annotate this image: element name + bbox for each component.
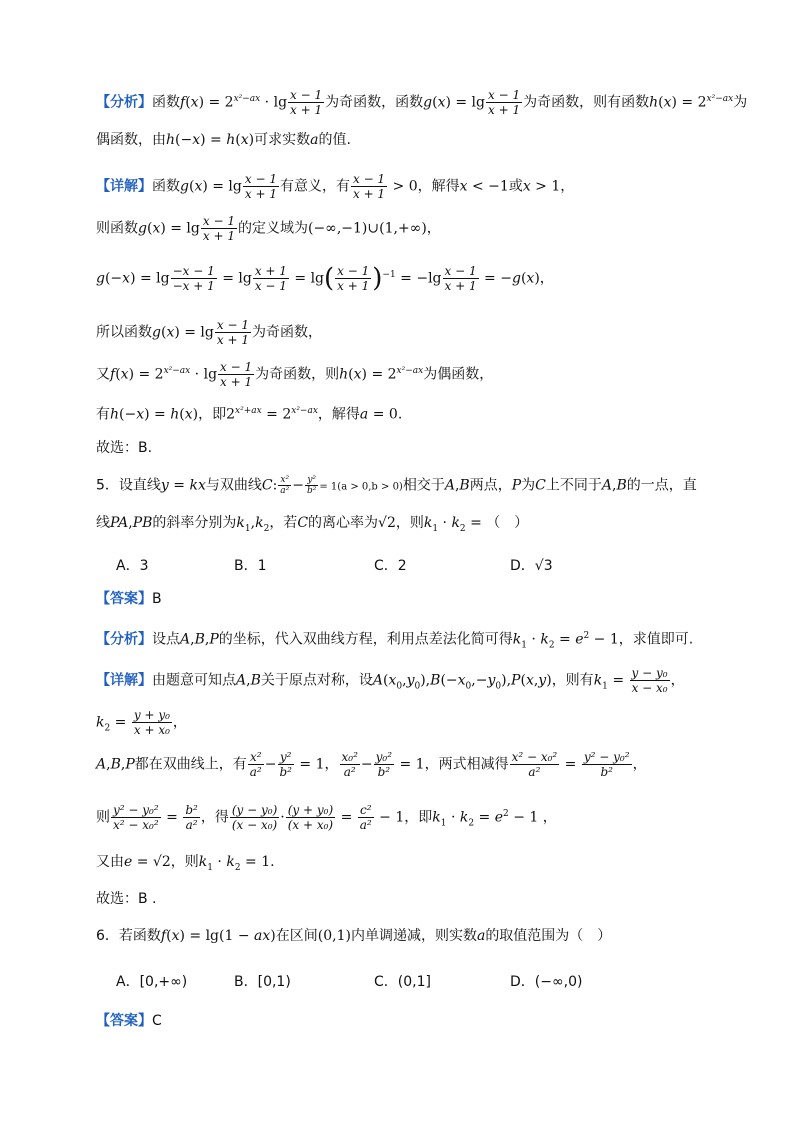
text: ， [560,178,575,195]
q4-odd-line: 所以函数g(x) = lg $\frac{x - 1}{x + 1}$ 为奇函数， [96,318,322,347]
q6-option-b: B．[0,1) [234,974,291,990]
text: ，求值即可. [618,631,694,648]
q6-option-d: D．(−∞,0) [510,974,583,990]
analysis-tag: 【分析】 [96,631,152,648]
q5-then-line: 则 $\frac{\text{y² − y₀²}}{\text{x² − x₀²}}$ = $\frac{\text{b²}}{\text{a²}}$ ，得 $\frac{\text{(y − y₀)}}{\text{(x − x₀)}}$ · $\frac{\text{(y + y₀)}}{\text{(x + x₀)}}$ = $\frac{\text{c²}}{\text{a²}}$ − 1，即$k_1 \cdot k_2 = e^2 - 1$ ， [96,803,557,832]
q5-option-b: B．1 [234,558,267,574]
answer-tag: 【答案】 [96,591,152,607]
q4-odd-derivation: g(−x) = lg $\frac{-x - 1}{-x + 1}$ = lg $\frac{x + 1}{x - 1}$ = lg( $\frac{x - 1}{x + 1}$ )$^{-1}$ = −lg $\frac{x - 1}{x + 1}$ = −g(x)， [96,263,554,294]
text: 的坐标，代入双曲线方程，利用点差法化简可得 [218,631,513,648]
text: 关于原点对称，设 [260,672,373,689]
text: 内单调递减，则实数 [350,928,477,944]
text: 所以函数 [96,324,152,341]
q4-analysis-line2: 偶函数，由h(−x) = h(x)可求实数a的值. [96,132,351,148]
text: ，得 [200,809,229,826]
text: ，解得 [317,406,360,423]
q5-detail-line2: $k_2$ = $\frac{\text{y + y₀}}{\text{x + x₀}}$ ， [96,708,187,737]
text: ，即 [198,406,227,423]
text: （ ） [486,515,529,531]
text: ，即 [404,809,433,826]
q5-onhyp-line: A,B,P都在双曲线上，有 $\frac{\text{x²}}{\text{a²}}$ − $\frac{\text{y²}}{\text{b²}}$ = 1， $\frac{\text{x₀²}}{\text{a²}}$ − $\frac{\text{y₀²}}{\text{b²}}$ = 1，两式相减得 $\frac{\text{x² − x₀²}}{\text{a²}}$ = $\frac{\text{y² − y₀²}}{\text{b²}}$ ， [96,750,647,779]
text: 与双曲线 [205,477,262,494]
text: 为奇函数， [251,324,322,341]
text: 的值. [318,132,351,148]
text: 的取值范围为（ ） [485,928,612,944]
q6-option-c: C．(0,1] [374,974,431,990]
text: 函数 [152,94,180,111]
text: 又 [96,366,110,383]
text: 两点， [469,477,512,494]
text: 有 [96,406,110,423]
detail-tag: 【详解】 [96,178,152,195]
text: ， [426,220,441,237]
text: ，两式相减得 [424,756,509,773]
text: 在区间 [275,928,318,944]
text: ，则 [395,515,424,531]
text: 设点 [152,631,180,648]
q4-have-line: 有h(−x) = h(x)，即$2^{x^2+ax} = 2^{x^2-ax}$，解得a = 0. [96,406,403,423]
q6-option-a: A．[0,+∞) [116,974,188,990]
q6-answer: C [152,1013,162,1029]
q5-also-line: 又由e = √2，则$k_1 \cdot k_2 = 1$. [96,854,275,873]
q5-answer-line [96,590,734,608]
text: 则函数 [96,220,138,237]
text: 上不同于 [545,477,602,494]
q5-analysis-line: 【分析】设点A,B,P的坐标，代入双曲线方程，利用点差法化简可得$k_1 \cdot k_2 = e^2 - 1$，求值即可. [96,631,694,651]
text: 偶函数，由 [96,132,166,148]
text: 相交于 [402,477,445,494]
text: 的斜率分别为 [152,515,237,531]
text: 线 [96,515,110,531]
q4-analysis-line1: 【分析】函数$f(x) = 2^{x^2-ax} \cdot \lg$ $\frac{x - 1}{x + 1}$ 为奇函数，函数g(x) = lg $\frac{x - 1}{x + 1}$ 为奇函数，则有函数$h(x) = 2^{x^2-ax}$为 [96,88,748,117]
q5-answer: B [152,591,162,607]
q5-stem-line1: 5．设直线y = kx与双曲线C: $\frac{\text{x²}}{\text{a²}}$ − $\frac{\text{y²}}{\text{b²}}$ = 1(a > 0,b > 0)相交于A,B两点，P为C上不同于A,B的一点，直 [96,475,697,496]
text: 则 [96,809,110,826]
text: 为奇函数，函数 [325,94,424,111]
q5-stem-line2: 线PA,PB的斜率分别为$k_1,k_2$，若C的离心率为√2，则$k_1 \cdot k_2$ = （ ） [96,515,529,534]
q4-domain-line: 则函数g(x) = lg $\frac{x - 1}{x + 1}$ 的定义域为(−∞,−1)∪(1,+∞)， [96,214,441,243]
text: 5．设直线 [96,477,161,494]
q5-detail-line1: 【详解】由题意可知点A,B关于原点对称，设$A(x_0,y_0),B(-x_0,-y_0),P(x,y)$，则有$k_1$ = $\frac{\text{y − y₀}}{\text{x − x₀}}$ ， [96,666,685,695]
text: 有意义，有 [279,178,350,195]
q4-detail-line1: 【详解】函数g(x) = lg $\frac{x - 1}{x + 1}$ 有意义，有 $\frac{x - 1}{x + 1}$ > 0，解得x < −1或x > 1， [96,172,575,201]
text: 为 [521,477,536,494]
text: 或 [508,178,523,195]
text: 的离心率为 [308,515,379,531]
text: 为奇函数，则 [255,366,340,383]
q4-also-line: 又$f(x) = 2^{x^2-ax} \cdot \lg$ $\frac{x - 1}{x + 1}$ 为奇函数，则$h(x) = 2^{x^2-ax}$为偶函数， [96,360,494,389]
text: 的一点，直 [626,477,697,494]
text: 6．若函数 [96,928,161,944]
text: 函数 [152,178,180,195]
q6-answer-line [96,1012,734,1030]
text: ，则有 [551,672,594,689]
text: 都在双曲线上，有 [134,756,247,773]
text: 为 [733,94,748,111]
q5-choose: 故选：B . [96,891,157,907]
q5-option-a: A．3 [116,558,149,574]
analysis-tag: 【分析】 [96,94,152,111]
text: 的定义域为 [237,220,308,237]
text: ，若 [269,515,298,531]
text: ，则 [170,854,199,870]
text: 为偶函数， [423,366,494,383]
q6-stem-line: 6．若函数f(x) = lg(1 − ax)在区间(0,1)内单调递减，则实数a的取值范围为（ ） [96,928,612,944]
q5-option-d: D．√3 [510,558,553,574]
text: ，解得 [417,178,460,195]
text: 可求实数 [254,132,311,148]
text: 为奇函数，则有函数 [523,94,650,111]
answer-tag: 【答案】 [96,1013,152,1029]
detail-tag: 【详解】 [96,672,152,689]
q4-choose: 故选：B. [96,440,153,456]
text: 由题意可知点 [152,672,236,689]
text: 又由 [96,854,124,870]
q5-option-c: C．2 [374,558,407,574]
